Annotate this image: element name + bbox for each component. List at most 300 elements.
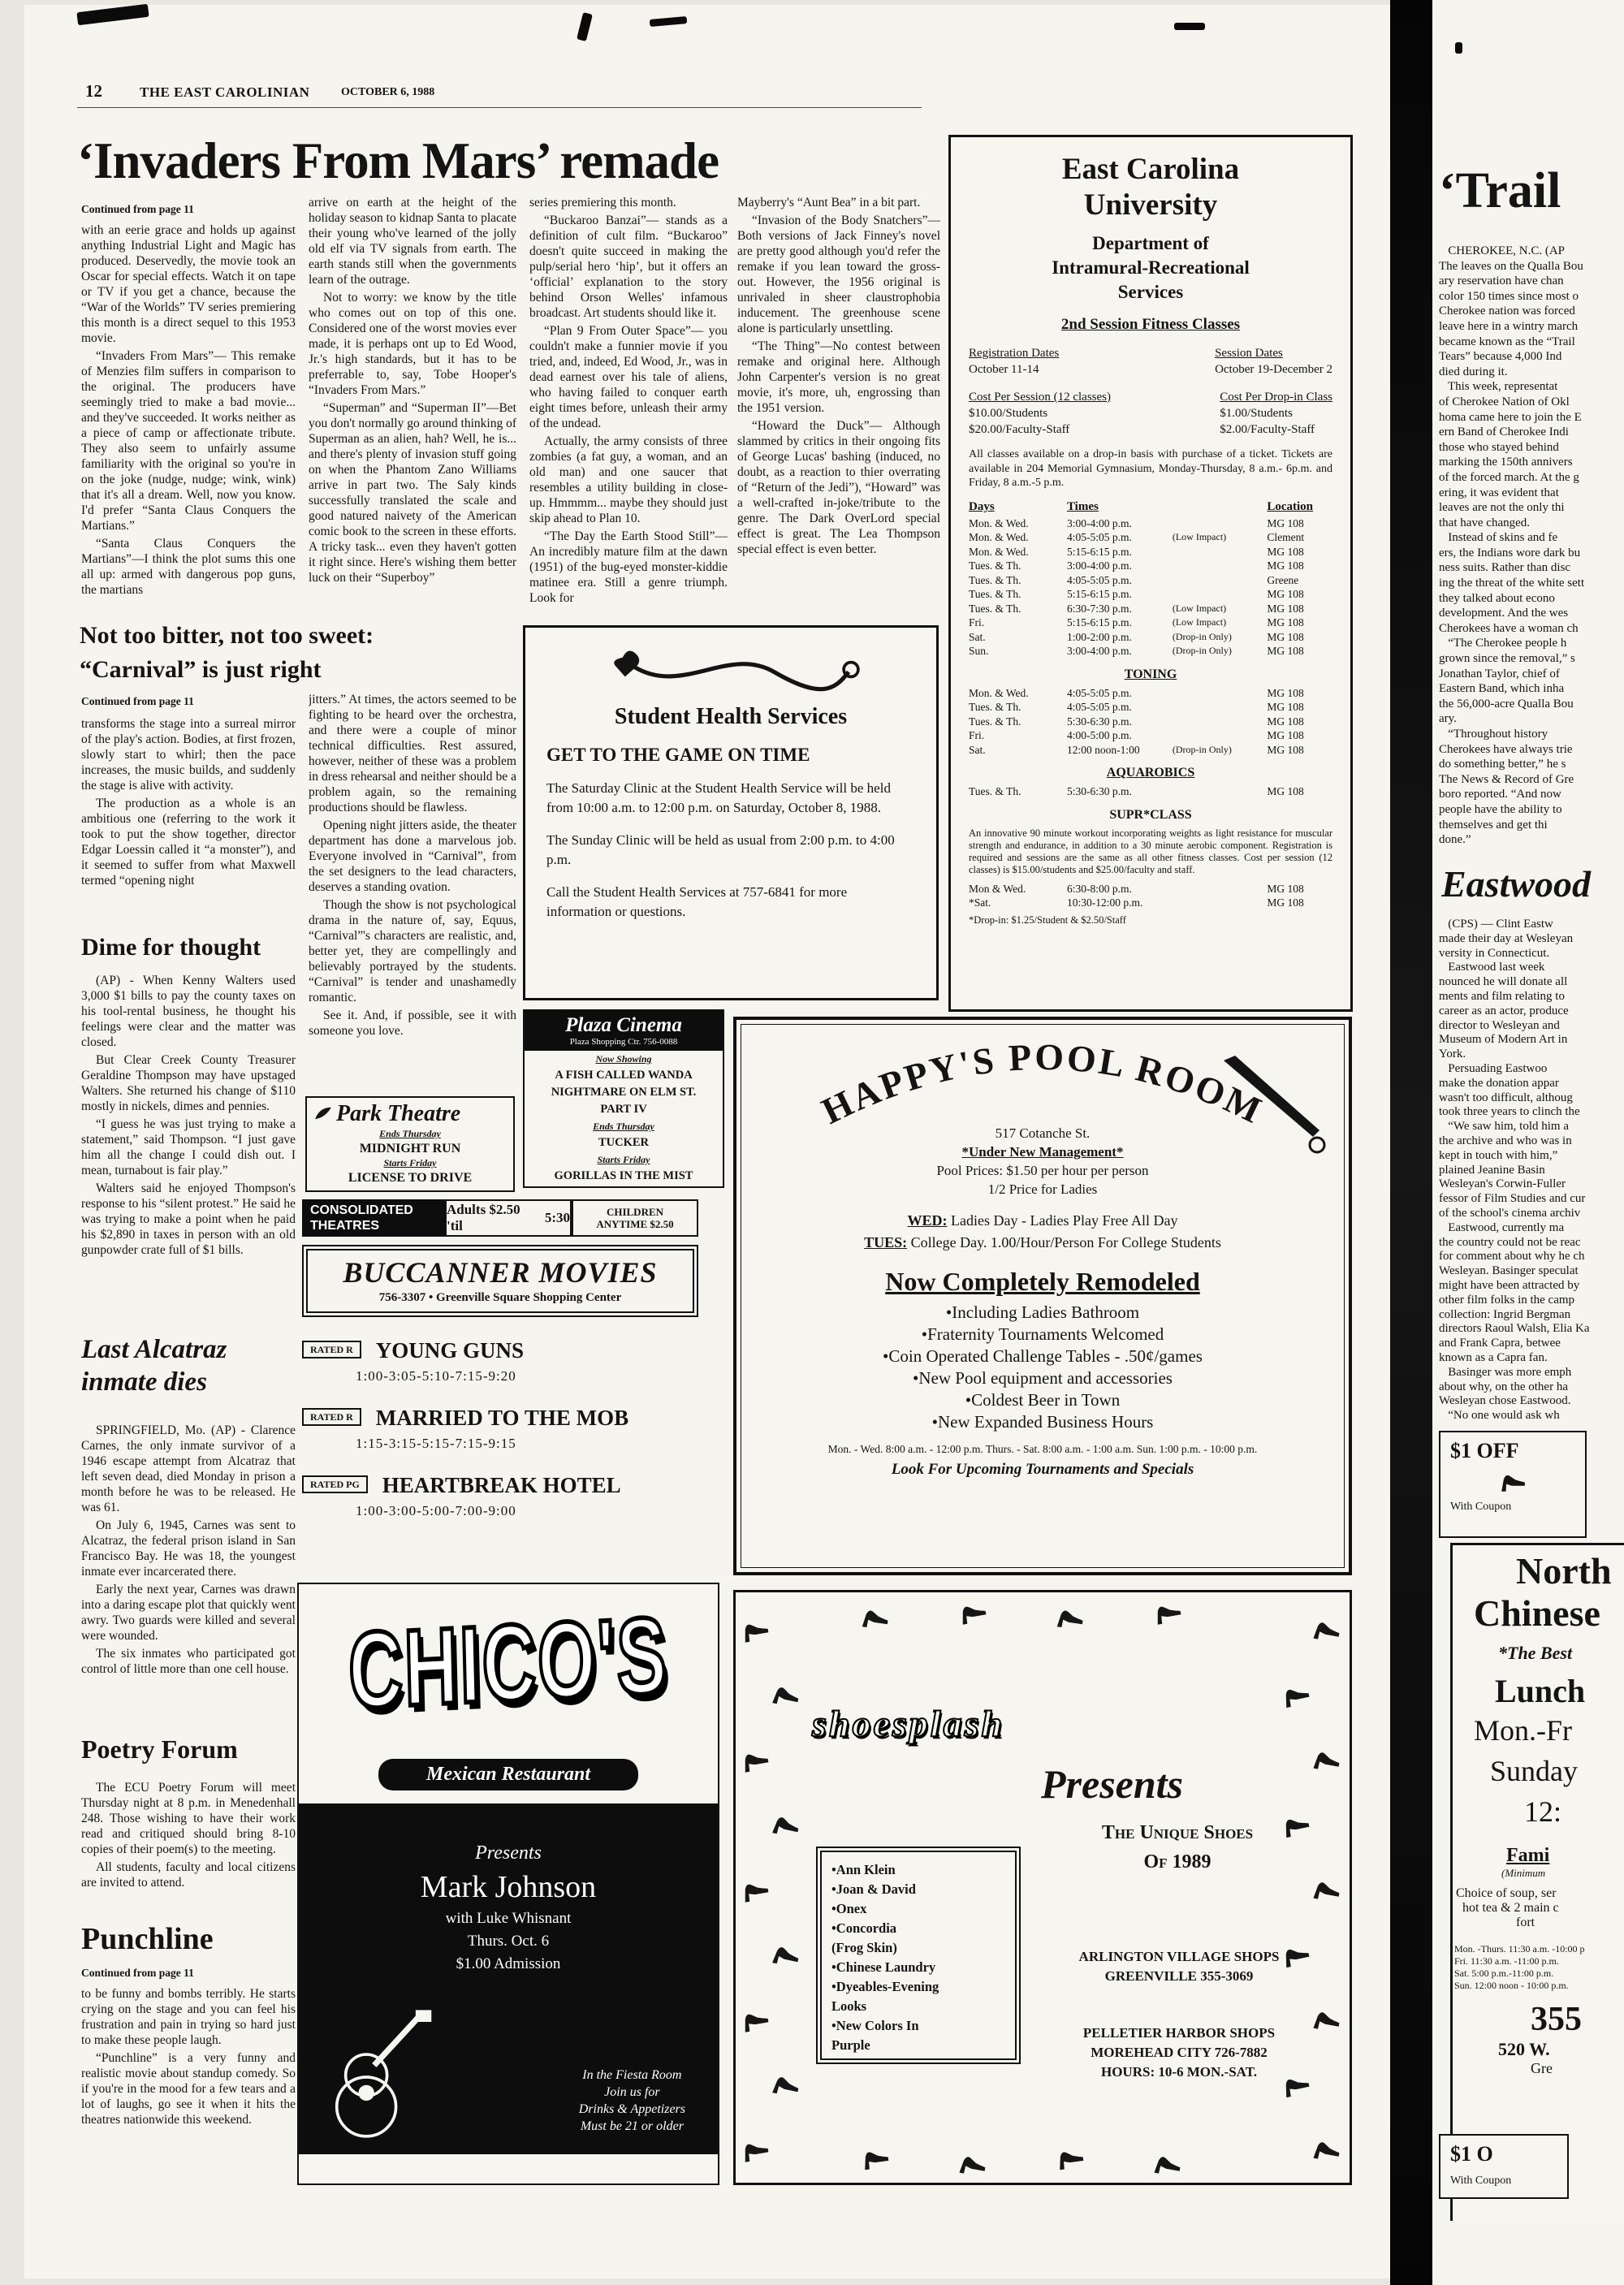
menu-line: Choice of soup, ser (1456, 1886, 1557, 1900)
paragraph: make the donation appar (1439, 1076, 1559, 1090)
table-cell: MG 108 (1267, 588, 1304, 600)
paragraph: that have changed. (1439, 516, 1531, 529)
value: $10.00/Students (969, 407, 1048, 420)
paragraph: “Superman” and “Superman II”—Bet you don't normally go around thinking of Superman as an alien, hah? Well, he is... and there's plenty of invasion stuff going on when the Phantom Zano Williams arrive in part two. The Saly kinds successfully translated the scale and good natured naivety of the American comic book to the screen in these efforts. A tricky task... even they haven't gotten it right since. Here's wishing them better luck on their “Superboy” (309, 401, 516, 585)
paragraph: ers, the Indians wore dark bu (1439, 546, 1581, 559)
table-cell (1173, 785, 1267, 800)
menu-line: hot tea & 2 main c (1462, 1901, 1559, 1915)
paragraph: “Howard the Duck”— Although slammed by critics in their ongoing fits of George Lucas' bashing (induced, no doubt, as a reaction to thier overrating of “Return of the Jedi”), “Howard” was a well-crafted in-joke/tribute to the genre. The Dark OverLord special effect is great. The Lea Thompson special effect is even better. (737, 419, 940, 556)
table-cell: MG 108 (1267, 545, 1304, 558)
suprclass-footnote: *Drop-in: $1.25/Student & $2.50/Staff (969, 914, 1126, 926)
high-heel-icon (738, 1873, 772, 1907)
paragraph: •Concordia (831, 1920, 897, 1936)
article-paragraphs (81, 1986, 296, 2127)
supporting-act: with Luke Whisnant (445, 1910, 572, 1927)
paragraph: leaves are not the only thi (1439, 501, 1565, 515)
suprclass-note: An innovative 90 minute workout incorporating weights as light resistance for muscular strength and endurance, in addition to a 30 minute aerobic component. Registration is required and sessions are the same as all other fitness classes. Cost per session (12 classes) is $15.00/students and $25.00/faculty and staff. (969, 827, 1332, 875)
high-heel-icon (769, 2068, 804, 2103)
theater-name-box (302, 1245, 698, 1317)
rating-badge: RATED PG (302, 1475, 368, 1493)
theater-name: BUCCANNER MOVIES (343, 1256, 658, 1289)
table-row (969, 687, 1332, 702)
ad-title-line: East Carolina (1061, 153, 1240, 186)
paragraph: Jonathan Taylor, chief of (1439, 667, 1560, 680)
event-date: Thurs. Oct. 6 (467, 1933, 550, 1950)
table-row (969, 631, 1332, 646)
paragraph: Eastwood, currently ma (1439, 1220, 1565, 1234)
high-heel-icon (738, 1613, 772, 1648)
brand-list (831, 1860, 1005, 2055)
cost-per-session (969, 389, 1111, 438)
carnival-headline: “Carnival” is just right (80, 656, 322, 683)
table-cell: MG 108 (1267, 743, 1304, 756)
paragraph: “Invasion of the Body Snatchers”— Both versions of Jack Finney's novel are pretty good although you'd refer the remake if you lean toward the gross-out. However, the 1956 original is unrivaled in sheer claustrophobia inducement. The greenhouse scene alone is particularly unsettling. (737, 214, 940, 335)
paragraph: about why, on the other ha (1439, 1380, 1568, 1393)
restaurant-name-line: North (1516, 1550, 1612, 1592)
table-cell: 12:00 noon-1:00 (1066, 743, 1140, 756)
family-line: Fami (1506, 1845, 1550, 1866)
paragraph: Walters said he enjoyed Thompson's response to his “silent protest.” He said he was trying to make a point when he paid his $2,890 in taxes in person with an old gunpowder crate full of $1 bills. (81, 1181, 296, 1257)
table-cell: MG 108 (1267, 645, 1304, 657)
paragraph: Not to worry: we know by the title who comes out on top of this one. Considered one of the worst movies ever made, it is perhaps ont up to Ed Wood, Jr.'s high standards, but it has to be preferrable to, say, Tobe Hooper's “Invaders From Mars.” (309, 291, 516, 397)
paragraph: those who stayed behind (1439, 440, 1559, 454)
showtimes: 1:00-3:00-5:00-7:00-9:00 (356, 1503, 516, 1518)
paragraph: Eastwood last week (1439, 961, 1545, 974)
leaf-icon (313, 1106, 333, 1121)
paragraph: York. (1439, 1047, 1466, 1061)
paragraph: for comment about why he ch (1439, 1250, 1585, 1263)
carnival-col-1 (81, 716, 296, 929)
table-row (969, 883, 1332, 897)
punchline-article (81, 1986, 296, 2189)
table-cell: Mon. & Wed. (969, 545, 1029, 558)
trail-headline: ‘Trail (1439, 163, 1561, 218)
table-cell: (Drop-in Only) (1172, 645, 1232, 656)
invaders-col-3 (529, 195, 728, 617)
paragraph: •Including Ladies Bathroom (945, 1302, 1140, 1322)
ends-label: Ends Thursday (593, 1121, 654, 1132)
suprclass-heading: SUPR*CLASS (1109, 807, 1192, 822)
paragraph: leave here in a wintry march (1439, 319, 1579, 333)
high-heel-icon (769, 1808, 804, 1843)
paragraph: directors Raoul Walsh, Elia Ka (1439, 1322, 1590, 1336)
management-note: *Under New Management* (961, 1144, 1124, 1160)
dime-article (81, 973, 296, 1322)
days-line: Sunday (1490, 1755, 1578, 1787)
paragraph: Cherokee nation was forced (1439, 305, 1575, 318)
table-cell: 4:05-5:05 p.m. (1066, 701, 1132, 713)
paragraph: •New Colors In (831, 2018, 919, 2033)
paragraph: took three years to clinch the (1439, 1105, 1580, 1119)
invaders-col-2 (309, 195, 516, 624)
eastwood-article (1439, 918, 1622, 1424)
ad-title-line: University (1083, 188, 1218, 222)
table-cell (1173, 715, 1267, 730)
paragraph: •Fraternity Tournaments Welcomed (921, 1324, 1164, 1344)
guitar-icon (323, 2008, 445, 2146)
paragraph: of the forced march. At the g (1439, 470, 1579, 484)
scan-mark (1174, 23, 1205, 30)
paragraph: boro reported. “And now (1439, 788, 1561, 801)
paragraph: “Punchline” is a very funny and realistic movie about standup comedy. So if you're in the mood for a few tears and a lot of laughs, go see it when it hits the theatres nationwide this weekend. (81, 2051, 296, 2127)
article-paragraphs (529, 195, 728, 606)
paragraph: ments and film relating to (1439, 989, 1565, 1003)
ad-subtitle-line: Services (1117, 282, 1184, 302)
paragraph: “The Day the Earth Stood Still”— An incredibly mature film at the dawn (1951) of the bug-eyed monster-kiddie matinee era. Still a genre triumph. Look for (529, 529, 728, 605)
table-row (969, 531, 1332, 546)
consolidated-theatres-badge (302, 1199, 445, 1237)
table-cell: Tues. & Th. (969, 785, 1021, 797)
table-cell: Fri. (969, 729, 985, 741)
film-title: GORILLAS IN THE MIST (554, 1169, 693, 1182)
article-paragraphs (81, 973, 296, 1258)
table-cell: MG 108 (1267, 715, 1304, 728)
article-paragraphs (309, 195, 516, 585)
table-cell: Tues. & Th. (969, 573, 1021, 586)
carnival-kicker: Not too bitter, not too sweet: (80, 622, 374, 649)
table-cell: 4:05-5:05 p.m. (1066, 531, 1132, 543)
paragraph: Purple (831, 2037, 870, 2053)
paragraph: Actually, the army consists of three zombies (a fat guy, a woman, and an old man) and one saucer that resembles a utility building in close-up. Hmmmm... maybe they should just skip ahead to Plan 10. (529, 434, 728, 525)
film-listing (302, 1338, 698, 1384)
label: Session Dates (1215, 347, 1283, 360)
price-time: 5:30 (544, 1210, 570, 1225)
paragraph: ern Band of Cherokee Indi (1439, 425, 1569, 439)
table-row (969, 744, 1332, 758)
table-cell: (Low Impact) (1172, 602, 1227, 614)
paragraph: marking the 150th annivers (1439, 456, 1573, 469)
shoesplash-logo: shoesplash (812, 1703, 1005, 1744)
poetry-headline: Poetry Forum (81, 1734, 238, 1764)
high-heel-icon (859, 1602, 892, 1635)
paragraph: Looks (831, 1998, 867, 2014)
table-row (969, 588, 1332, 603)
paragraph: development. And the wes (1439, 607, 1569, 620)
adults-price (445, 1199, 572, 1237)
session-heading: 2nd Session Fitness Classes (1060, 316, 1241, 333)
paragraph: All students, faculty and local citizens are invited to attend. (81, 1860, 296, 1890)
high-heel-icon (1310, 2133, 1344, 2167)
table-row (969, 559, 1332, 574)
table-cell (1173, 559, 1267, 574)
registration-dates (969, 345, 1059, 378)
coupon-label: With Coupon (1450, 1501, 1512, 1513)
fitness-schedule-table (969, 517, 1332, 659)
paragraph: of the school's cinema archiv (1439, 1206, 1581, 1220)
high-heel-icon (1310, 1613, 1344, 1648)
invaders-col-1 (81, 201, 296, 624)
table-cell: Mon. & Wed. (969, 686, 1029, 699)
paragraph: became known as the “Trail (1439, 335, 1575, 348)
table-cell (1173, 896, 1267, 911)
pool-room-name: HAPPY'S POOL ROOM (814, 1035, 1270, 1133)
table-cell: Mon. & Wed. (969, 531, 1029, 543)
paragraph: series premiering this month. (529, 196, 676, 209)
table-cell: Tues. & Th. (969, 588, 1021, 600)
feature-bullets (736, 1302, 1349, 1433)
high-heel-icon (1151, 1596, 1185, 1630)
paper-name: THE EAST CAROLINIAN (140, 84, 310, 100)
paragraph: This week, representat (1439, 380, 1558, 394)
paragraph: jitters.” At times, the actors seemed to be fighting to be heard over the orchestra, and there were a couple of minor technical difficulties. Rest assured, however, neither of these was a problem in dress rehearsal and neither should be a problem again, so the remaining productions should be flawless. (309, 693, 516, 814)
hours-lines (1453, 1943, 1624, 1992)
paragraph: themselves and get thi (1439, 818, 1548, 831)
chicos-logo: CHICO'S (347, 1595, 670, 1732)
high-heel-icon (1054, 1602, 1087, 1635)
paragraph: grown since the removal,” s (1439, 652, 1575, 666)
table-cell: 1:00-2:00 p.m. (1066, 630, 1132, 643)
table-cell: MG 108 (1267, 701, 1304, 713)
health-ad-title: Student Health Services (614, 704, 848, 729)
now-showing-label: Now Showing (595, 1053, 652, 1065)
table-cell: (Drop-in Only) (1172, 630, 1232, 642)
table-cell: MG 108 (1267, 602, 1304, 615)
paragraph: “Buckaroo Banzai”— stands as a definition of cult film. “Buckaroo” doesn't quite succeed in making the pulp/serial hero ‘hip’, but it offers an ‘official’ explanation to the story behind Orson Welles' infamous broadcast. Art students should like it. (529, 214, 728, 320)
aquarobics-heading: AQUAROBICS (1106, 766, 1195, 780)
paragraph: fessor of Film Studies and cur (1439, 1192, 1586, 1206)
film-listing (302, 1406, 698, 1452)
table-cell: Mon & Wed. (969, 882, 1026, 895)
paragraph: Fri. 11:30 a.m. -11:00 p.m. (1454, 1955, 1559, 1967)
paragraph: “I guess he was just trying to make a statement,” said Thompson. “I just gave him all the change I could dish out. I mean, turnabout is fair play.” (81, 1117, 296, 1177)
paragraph: •Coin Operated Challenge Tables - .50¢/games (883, 1346, 1203, 1366)
paragraph: •New Expanded Business Hours (931, 1412, 1154, 1432)
buccanner-movies-ad (302, 1199, 698, 1547)
stethoscope-icon (597, 641, 865, 701)
showtimes: 1:15-3:15-5:15-7:15-9:15 (356, 1436, 516, 1451)
article-paragraphs (81, 1780, 296, 1890)
high-heel-icon (738, 1743, 772, 1777)
paragraph: Opening night jitters aside, the theater department has done a marvelous job. Everyone involved in “Carnival”, from the set designers to the lead characters, deserves a standing ovation. (309, 819, 516, 894)
paragraph: Wesleyan. Basinger speculat (1439, 1264, 1579, 1278)
unique-shoes-line: The Unique Shoes (1101, 1822, 1254, 1843)
high-heel-icon (1310, 1873, 1344, 1907)
value: $1.00/Students (1220, 407, 1293, 420)
article-paragraphs (309, 692, 516, 1039)
paragraph: “Throughout history (1439, 728, 1548, 741)
ad-subtitle-line: Department of (1092, 233, 1209, 253)
paragraph: arrive on earth at the height of the holiday season to kidnap Santa to placate their young who've learned of the jolly old elf via TV signals from earth. The earth stands still when the governments learn of the outrage. (309, 196, 516, 287)
film-listing (302, 1473, 698, 1519)
paragraph: The production as a whole is an ambitious one (referring to the work it took to put the show together, director Edgar Loessin called it “a monster”), and it seemed to suffer from what Maxwell termed “opening night (81, 797, 296, 888)
article-paragraphs (81, 1423, 296, 1677)
table-cell: MG 108 (1267, 896, 1304, 909)
restaurant-name-line: Chinese (1474, 1592, 1600, 1634)
table-cell (1173, 701, 1267, 715)
paragraph: and Frank Capra, betwee (1439, 1337, 1561, 1350)
paragraph: known as a Capra fan. (1439, 1350, 1548, 1364)
paragraph: died during it. (1439, 365, 1508, 378)
table-cell: 10:30-12:00 p.m. (1066, 896, 1143, 909)
paragraph: done.” (1439, 833, 1471, 847)
phone-line: 355 (1531, 2001, 1582, 2038)
paragraph: “Invaders From Mars”— This remake of Menzies film suffers in comparison to the original. The producers have seemingly tried to make a bad movie... and they've succeeded. It works neither as a piece of camp or affectionate tribute. They also seem to unfairly assume familiarity with the original so you're in on the joke (nudge, nudge; wink, wink) that it's all a dream. Well, now you know. I'd prefer “Santa Claus Conquers the Martians.” (81, 349, 296, 533)
table-row (969, 715, 1332, 730)
paragraph: Sun. 12:00 noon - 10:00 p.m. (1454, 1980, 1569, 1991)
paragraph: On July 6, 1945, Carnes was sent to Alcatraz, the federal prison island in San Francisco Bay. He was 18, the youngest inmate ever incarcerated there. (81, 1518, 296, 1579)
tuesday-special: TUES: College Day. 1.00/Hour/Person For College Students (864, 1234, 1221, 1250)
high-heel-icon (1499, 1468, 1527, 1496)
table-cell (1173, 588, 1267, 603)
high-heel-icon (859, 2142, 892, 2175)
table-cell: (Low Impact) (1172, 531, 1227, 542)
table-cell: (Low Impact) (1172, 616, 1227, 628)
value: October 19-December 2 (1215, 363, 1332, 376)
value: October 11-14 (969, 363, 1039, 376)
table-row (969, 574, 1332, 589)
table-row (969, 517, 1332, 532)
price-text: Adults $2.50 'til (447, 1202, 520, 1233)
high-heel-icon (1279, 1678, 1314, 1713)
continued-from: Continued from page 11 (81, 203, 194, 215)
paragraph: The News & Record of Gre (1439, 772, 1574, 786)
col-header: Location (1267, 499, 1314, 513)
paragraph: ary reservation have chan (1439, 274, 1564, 288)
table-cell: Sat. (969, 630, 986, 643)
table-row (969, 645, 1332, 659)
col-header: Times (1066, 499, 1099, 513)
table-row (969, 701, 1332, 715)
table-cell: Tues. & Th. (969, 715, 1021, 728)
svg-text:HAPPY'S POOL ROOM (815, 1036, 1270, 1132)
days-line: Mon.-Fr (1474, 1714, 1573, 1747)
table-cell: Clement (1267, 531, 1305, 543)
table-cell: MG 108 (1267, 559, 1304, 572)
park-theatre-ad (305, 1096, 515, 1192)
table-cell: 6:30-8:00 p.m. (1066, 882, 1132, 895)
table-cell: 5:15-6:15 p.m. (1066, 616, 1132, 628)
badge-line: CONSOLIDATED (310, 1203, 413, 1217)
high-heel-icon (956, 2148, 990, 2182)
business-hours: Mon. - Wed. 8:00 a.m. - 12:00 p.m. Thurs. - Sat. 8:00 a.m. - 1:00 a.m. Sun. 1:00 p.m. - 10:00 p.m. (827, 1443, 1258, 1455)
table-cell: Tues. & Th. (969, 602, 1021, 615)
event-panel (299, 1803, 718, 2154)
table-cell (1173, 517, 1267, 532)
store-location: ARLINGTON VILLAGE SHOPS GREENVILLE 355-3069 (1078, 1949, 1280, 1984)
paragraph: made their day at Wesleyan (1439, 931, 1574, 945)
schedule-header (969, 500, 1332, 514)
paragraph: “No one would ask wh (1439, 1409, 1560, 1423)
continued-from: Continued from page 11 (81, 1967, 194, 1979)
issue-date: OCTOBER 6, 1988 (341, 86, 435, 98)
badge-line: THEATRES (310, 1219, 380, 1233)
table-cell: Mon. & Wed. (969, 516, 1029, 529)
paragraph: Persuading Eastwoo (1439, 1061, 1548, 1075)
cost-drop-in (1220, 389, 1332, 438)
film-title: YOUNG GUNS (375, 1338, 525, 1363)
article-paragraphs (737, 195, 940, 557)
table-cell: 5:15-6:15 p.m. (1066, 545, 1132, 558)
paragraph: Instead of skins and fe (1439, 531, 1558, 545)
film-title: HEARTBREAK HOTEL (382, 1473, 621, 1497)
table-cell: Fri. (969, 616, 985, 628)
paragraph: “The Thing”—No contest between remake and original here. Although John Carpenter's version is no great movie, it's more, uh, engrossing than the 1951 version. (737, 339, 940, 415)
north-chinese-ad (1450, 1543, 1624, 2221)
article-lines (1439, 244, 1622, 848)
alcatraz-headline (81, 1333, 227, 1398)
paragraph: might have been attracted by (1439, 1278, 1580, 1292)
headline-line: Last Alcatraz (81, 1335, 227, 1364)
partial-coupon (1439, 2134, 1569, 2199)
paragraph: Tears” because 4,000 Ind (1439, 350, 1562, 364)
paragraph: Early the next year, Carnes was drawn into a daring escape plot that quickly went awry. Two guards were killed and several were wounded. (81, 1583, 296, 1643)
table-cell: Tues. & Th. (969, 701, 1021, 713)
student-health-ad (523, 625, 939, 1000)
table-cell: *Sat. (969, 896, 991, 909)
table-cell (1173, 729, 1267, 744)
paragraph: people have the ability to (1439, 802, 1562, 816)
paragraph: Cherokees have always trie (1439, 742, 1573, 756)
paragraph: •Ann Klein (831, 1862, 896, 1877)
theater-name: Park Theatre (336, 1101, 461, 1126)
paragraph: •Chinese Laundry (831, 1959, 936, 1975)
paragraph: do something better,” he s (1439, 758, 1566, 771)
article-paragraphs (81, 222, 296, 598)
paragraph: ness suits. Rather than disc (1439, 561, 1571, 575)
artist-name: Mark Johnson (420, 1870, 597, 1904)
city-line: Gre (1531, 2060, 1553, 2076)
table-cell: MG 108 (1267, 686, 1304, 699)
label: Registration Dates (969, 347, 1060, 360)
alcatraz-article (81, 1423, 296, 1733)
paragraph: Wesleyan chose Eastwood. (1439, 1394, 1571, 1408)
paragraph: The Sunday Clinic will be held as usual from 2:00 p.m. to 4:00 p.m. (546, 832, 895, 867)
high-heel-icon (956, 1596, 990, 1630)
table-row (969, 603, 1332, 617)
paragraph: homa came here to join the E (1439, 410, 1582, 424)
showtimes: 1:00-3:05-5:10-7:15-9:20 (356, 1368, 516, 1384)
session-dates (1215, 345, 1332, 378)
film-title: LICENSE TO DRIVE (348, 1171, 473, 1185)
wednesday-special: WED: Ladies Day - Ladies Play Free All Day (907, 1212, 1178, 1229)
paragraph: •Joan & David (831, 1881, 916, 1897)
minimum-line: (Minimum (1501, 1867, 1546, 1879)
price-line: 1/2 Price for Ladies (987, 1181, 1098, 1197)
theater-address: Plaza Shopping Ctr. 756-0088 (569, 1037, 678, 1047)
paragraph: The leaves on the Qualla Bou (1439, 259, 1583, 273)
headline-line: inmate dies (81, 1367, 207, 1397)
fine-print: In the Fiesta Room Join us for Drinks & Appetizers Must be 21 or older (578, 2068, 685, 2133)
table-cell: 6:30-7:30 p.m. (1066, 602, 1132, 615)
table-cell: 5:30-6:30 p.m. (1066, 785, 1132, 797)
table-cell: Sat. (969, 743, 986, 756)
high-heel-icon (738, 2133, 772, 2167)
fitness-rows (969, 517, 1332, 659)
slogan-line: *The Best (1498, 1643, 1573, 1663)
paragraph: collection: Ingrid Bergman (1439, 1307, 1571, 1321)
table-cell (1173, 546, 1267, 560)
plaza-cinema-ad (523, 1009, 724, 1188)
page-number: 12 (85, 81, 102, 101)
paragraph: the country could not be reac (1439, 1235, 1581, 1249)
paragraph: Call the Student Health Services at 757-6841 for more information or questions. (546, 884, 848, 919)
tournaments-note: Look For Upcoming Tournaments and Specials (891, 1461, 1194, 1478)
lunch-line: Lunch (1495, 1673, 1586, 1709)
suprclass-schedule-table (969, 883, 1332, 911)
registration-dates-row (969, 345, 1332, 378)
paragraph: color 150 times since most o (1439, 289, 1579, 303)
invaders-headline: ‘Invaders From Mars’ remade (77, 132, 719, 189)
paragraph: of Cherokee Nation of Okl (1439, 395, 1570, 408)
paragraph: ary. (1439, 712, 1457, 726)
paragraph: CHEROKEE, N.C. (AP (1439, 244, 1566, 257)
rating-badge: RATED R (302, 1408, 361, 1426)
trail-article (1439, 244, 1622, 854)
article-lines (1439, 918, 1622, 1423)
cost-row (969, 389, 1332, 438)
paragraph: •Coldest Beer in Town (965, 1390, 1121, 1410)
poetry-article (81, 1780, 296, 1920)
